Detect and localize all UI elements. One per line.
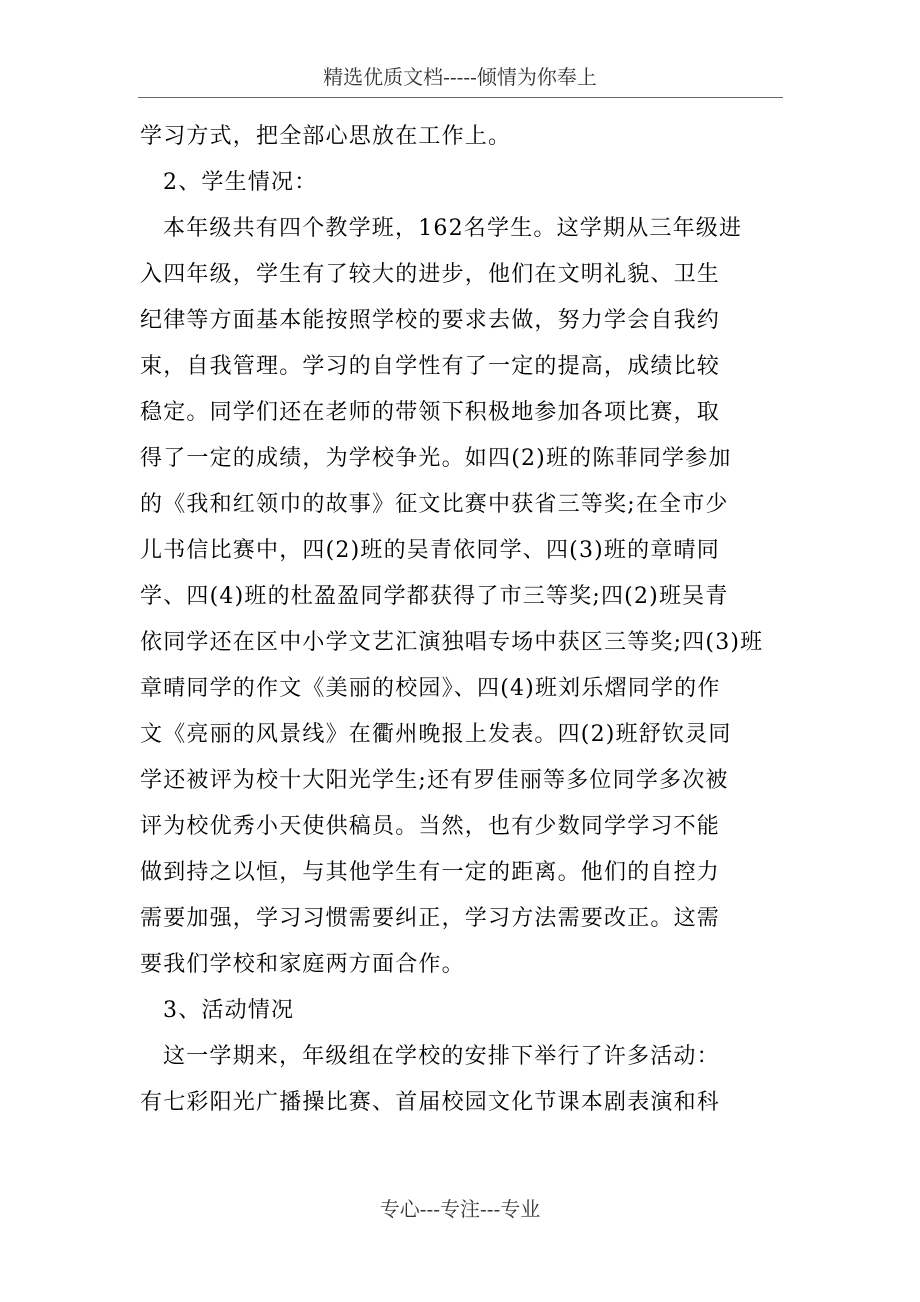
paragraph-line: 得了一定的成绩，为学校争光。如四(2)班的陈菲同学参加	[140, 446, 732, 471]
header-divider	[138, 97, 783, 98]
paragraph-line: 学习方式，把全部心思放在工作上。	[140, 124, 512, 149]
paragraph-line: 需要加强，学习习惯需要纠正，学习方法需要改正。这需	[140, 906, 721, 931]
section-heading-student-situation: 2、学生情况：	[163, 170, 318, 195]
paragraph-line: 要我们学校和家庭两方面合作。	[140, 952, 465, 977]
paragraph-line: 做到持之以恒，与其他学生有一定的距离。他们的自控力	[140, 860, 721, 885]
paragraph-line: 这一学期来，年级组在学校的安排下举行了许多活动：	[163, 1044, 720, 1069]
page-footer: 专心---专注---专业	[379, 1197, 541, 1221]
paragraph-line: 本年级共有四个教学班，162名学生。这学期从三年级进	[163, 216, 743, 241]
paragraph-line: 评为校优秀小天使供稿员。当然，也有少数同学学习不能	[140, 814, 721, 839]
paragraph-line: 稳定。同学们还在老师的带领下积极地参加各项比赛，取	[140, 400, 721, 425]
paragraph-line: 入四年级，学生有了较大的进步，他们在文明礼貌、卫生	[140, 262, 721, 287]
page-header: 精选优质文档-----倾情为你奉上	[323, 65, 597, 89]
paragraph-line: 章晴同学的作文《美丽的校园》、四(4)班刘乐熠同学的作	[140, 676, 721, 701]
paragraph-line: 束，自我管理。学习的自学性有了一定的提高，成绩比较	[140, 354, 721, 379]
paragraph-line: 学、四(4)班的杜盈盈同学都获得了市三等奖;四(2)班吴青	[140, 584, 729, 609]
paragraph-line: 儿书信比赛中，四(2)班的吴青依同学、四(3)班的章晴同	[140, 538, 720, 563]
paragraph-line: 的《我和红领巾的故事》征文比赛中获省三等奖;在全市少	[140, 492, 729, 517]
paragraph-line: 文《亮丽的风景线》在衢州晚报上发表。四(2)班舒钦灵同	[140, 722, 732, 747]
paragraph-line: 有七彩阳光广播操比赛、首届校园文化节课本剧表演和科	[140, 1090, 721, 1115]
paragraph-line: 依同学还在区中小学文艺汇演独唱专场中获区三等奖;四(3)班	[140, 630, 764, 655]
paragraph-line: 学还被评为校十大阳光学生;还有罗佳丽等多位同学多次被	[140, 768, 729, 793]
section-heading-activities: 3、活动情况	[163, 998, 295, 1023]
paragraph-line: 纪律等方面基本能按照学校的要求去做，努力学会自我约	[140, 308, 721, 333]
